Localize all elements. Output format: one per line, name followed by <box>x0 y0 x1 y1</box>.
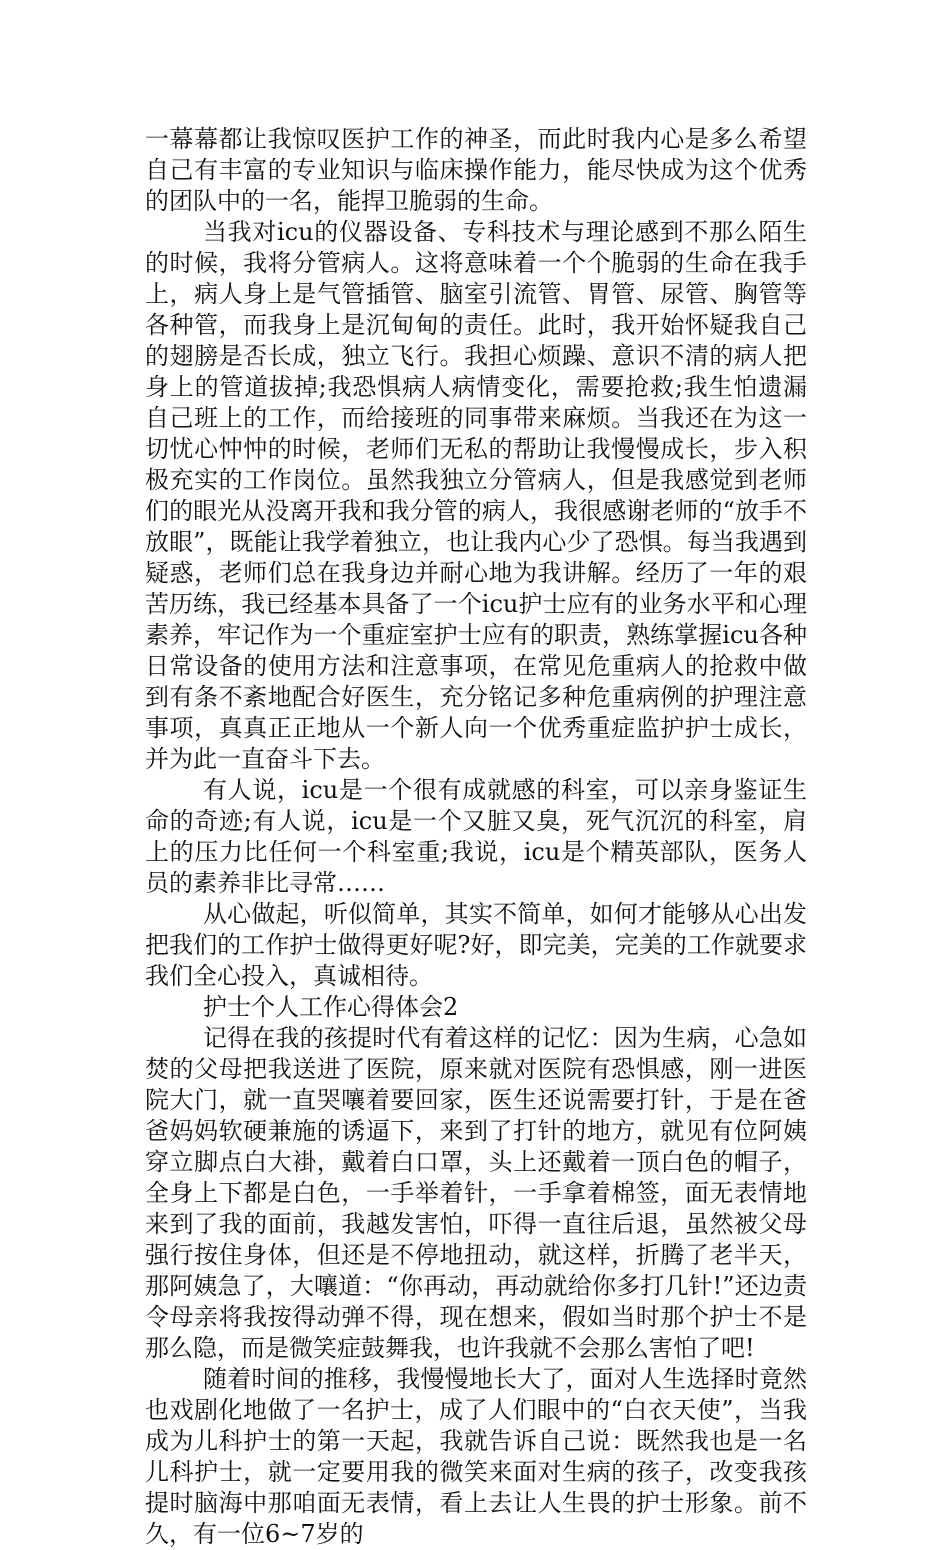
section-heading: 护士个人工作心得体会2 <box>203 993 459 1021</box>
paragraph-1: 一幕幕都让我惊叹医护工作的神圣，而此时我内心是多么希望自己有丰富的专业知识与临床操作能力，能尽快成为这个优秀的团队中的一名，能捍卫脆弱的生命。 <box>145 125 807 215</box>
document-body <box>145 124 807 1550</box>
paragraph-2: 当我对icu的仪器设备、专科技术与理论感到不那么陌生的时候，我将分管病人。这将意味着一个个脆弱的生命在我手上，病人身上是气管插管、脑室引流管、胃管、尿管、胸管等各种管，而我身上是沉甸甸的责任。此时，我开始怀疑我自己的翅膀是否长成，独立飞行。我担心烦躁、意识不清的病人把身上的管道拔掉;我恐惧病人病情变化，需要抢救;我生怕遗漏自己班上的工作，而给接班的同事带来麻烦。当我还在为这一切忧心忡忡的时候，老师们无私的帮助让我慢慢成长，步入积极充实的工作岗位。虽然我独立分管病人，但是我感觉到老师们的眼光从没离开我和我分管的病人，我很感谢老师的“放手不放眼”，既能让我学着独立，也让我内心少了恐惧。每当我遇到疑惑，老师们总在我身边并耐心地为我讲解。经历了一年的艰苦历练，我已经基本具备了一个icu护士应有的业务水平和心理素养，牢记作为一个重症室护士应有的职责，熟练掌握icu各种日常设备的使用方法和注意事项，在常见危重病人的抢救中做到有条不紊地配合好医生，充分铭记多种危重病例的护理注意事项，真真正正地从一个新人向一个优秀重症监护护士成长，并为此一直奋斗下去。 <box>145 218 807 773</box>
paragraph-5: 记得在我的孩提时代有着这样的记忆：因为生病，心急如焚的父母把我送进了医院，原来就对医院有恐惧感，刚一进医院大门，就一直哭嚷着要回家，医生还说需要打针，于是在爸爸妈妈软硬兼施的诱逼下，来到了打针的地方，就见有位阿姨穿立脚点白大褂，戴着白口罩，头上还戴着一顶白色的帽子，全身上下都是白色，一手举着针，一手拿着棉签，面无表情地来到了我的面前，我越发害怕，吓得一直往后退，虽然被父母强行按住身体，但还是不停地扭动，就这样，折腾了老半天，那阿姨急了，大嚷道：“你再动，再动就给你多打几针!”还边责令母亲将我按得动弹不得，现在想来，假如当时那个护士不是那么隐，而是微笑症鼓舞我，也许我就不会那么害怕了吧! <box>145 1024 807 1362</box>
paragraph-3: 有人说，icu是一个很有成就感的科室，可以亲身鉴证生命的奇迹;有人说，icu是一个又脏又臭，死气沉沉的科室，肩上的压力比任何一个科室重;我说，icu是个精英部队，医务人员的素养非比寻常…… <box>145 776 807 897</box>
paragraph-4: 从心做起，听似简单，其实不简单，如何才能够从心出发把我们的工作护士做得更好呢?好，即完美，完美的工作就要求我们全心投入，真诚相待。 <box>145 900 807 990</box>
paragraph-6: 随着时间的推移，我慢慢地长大了，面对人生选择时竟然也戏剧化地做了一名护士，成了人们眼中的“白衣天使”，当我成为儿科护士的第一天起，我就告诉自己说：既然我也是一名儿科护士，就一定要用我的微笑来面对生病的孩子，改变我孩提时脑海中那咱面无表情，看上去让人生畏的护士形象。前不久，有一位6~7岁的 <box>145 1365 807 1548</box>
